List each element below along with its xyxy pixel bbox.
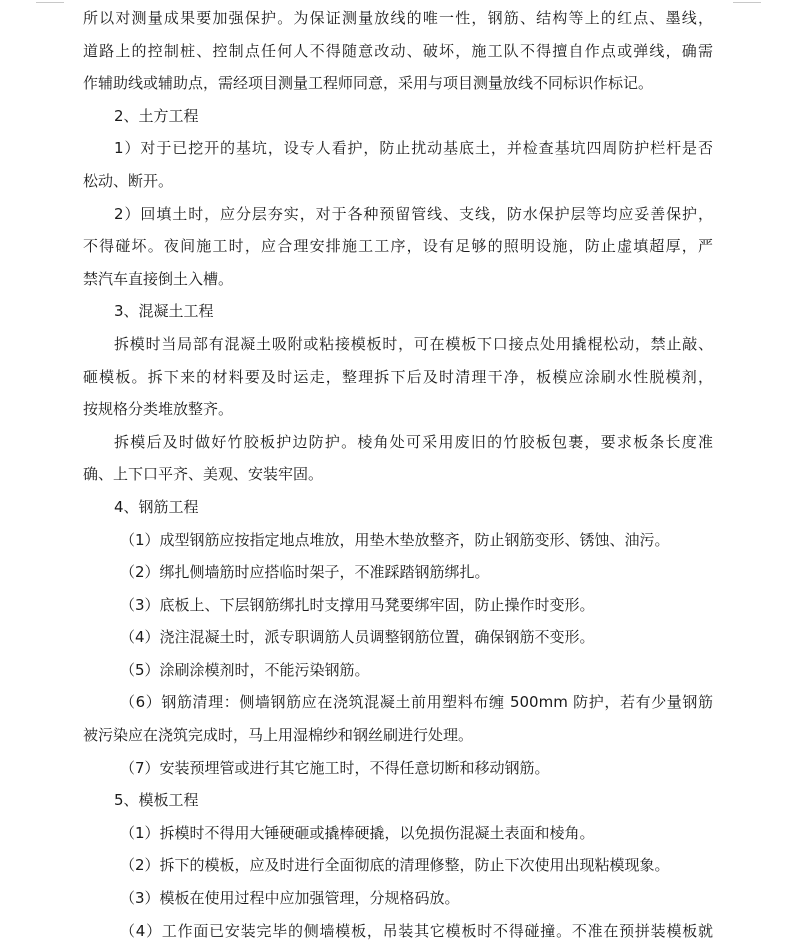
paragraph-line: 不得碰坏。夜间施工时，应合理安排施工工序，设有足够的照明设施，防止虚填超厚，严 xyxy=(83,237,713,256)
list-item: （5）涂刷涂模剂时，不能污染钢筋。 xyxy=(120,660,370,679)
section-heading: 4、钢筋工程 xyxy=(114,497,199,516)
paragraph-line: 被污染应在浇筑完成时，马上用湿棉纱和钢丝刷进行处理。 xyxy=(83,726,474,745)
section-heading: 5、模板工程 xyxy=(114,791,199,810)
list-item: （4）工作面已安装完毕的侧墙模板，吊装其它模板时不得碰撞。不准在预拼装模板就 xyxy=(120,921,713,940)
list-item: （1）成型钢筋应按指定地点堆放，用垫木垫放整齐，防止钢筋变形、锈蚀、油污。 xyxy=(120,530,670,549)
document-body xyxy=(83,2,713,947)
paragraph-line: 道路上的控制桩、控制点任何人不得随意改动、破坏，施工队不得擅自作点或弹线，确需 xyxy=(83,41,713,60)
list-item: （2）绑扎侧墙筋时应搭临时架子，不准踩踏钢筋绑扎。 xyxy=(120,563,490,582)
paragraph-line: 确、上下口平齐、美观、安装牢固。 xyxy=(83,465,324,484)
paragraph-line: 2）回填土时，应分层夯实，对于各种预留管线、支线，防水保护层等均应妥善保护， xyxy=(114,204,713,223)
list-item: （3）模板在使用过程中应加强管理，分规格码放。 xyxy=(120,889,460,908)
paragraph-line: 作辅助线或辅助点，需经项目测量工程师同意，采用与项目测量放线不同标识作标记。 xyxy=(83,74,654,93)
paragraph-line: 松动、断开。 xyxy=(83,171,174,190)
paragraph-line: 拆模后及时做好竹胶板护边防护。棱角处可采用废旧的竹胶板包裹，要求板条长度准 xyxy=(114,432,713,451)
list-item: （6）钢筋清理：侧墙钢筋应在浇筑混凝土前用塑料布缠 500mm 防护，若有少量钢筋 xyxy=(120,693,713,712)
page-corner-mark-right xyxy=(733,0,761,3)
paragraph-line: 按规格分类堆放整齐。 xyxy=(83,400,234,419)
paragraph-line: 砸模板。拆下来的材料要及时运走，整理拆下后及时清理干净，板模应涂刷水性脱模剂， xyxy=(83,367,713,386)
list-item: （7）安装预埋管或进行其它施工时，不得任意切断和移动钢筋。 xyxy=(120,758,550,777)
paragraph-line: 所以对测量成果要加强保护。为保证测量放线的唯一性，钢筋、结构等上的红点、墨线， xyxy=(83,9,713,27)
section-heading: 3、混凝土工程 xyxy=(114,302,214,321)
paragraph-line: 1）对于已挖开的基坑，设专人看护，防止扰动基底土，并检查基坑四周防护栏杆是否 xyxy=(114,139,713,158)
section-heading: 2、土方工程 xyxy=(114,106,199,125)
list-item: （2）拆下的模板，应及时进行全面彻底的清理修整，防止下次使用出现粘模现象。 xyxy=(120,856,670,875)
list-item: （3）底板上、下层钢筋绑扎时支撑用马凳要绑牢固，防止操作时变形。 xyxy=(120,595,595,614)
list-item: （1）拆模时不得用大锤硬砸或撬棒硬撬，以免损伤混凝土表面和棱角。 xyxy=(120,823,595,842)
page-corner-mark-left xyxy=(36,0,64,3)
paragraph-line: 拆模时当局部有混凝土吸附或粘接模板时，可在模板下口接点处用撬棍松动，禁止敲、 xyxy=(114,334,713,353)
list-item: （4）浇注混凝土时，派专职调筋人员调整钢筋位置，确保钢筋不变形。 xyxy=(120,628,595,647)
paragraph-line: 禁汽车直接倒土入槽。 xyxy=(83,269,234,288)
